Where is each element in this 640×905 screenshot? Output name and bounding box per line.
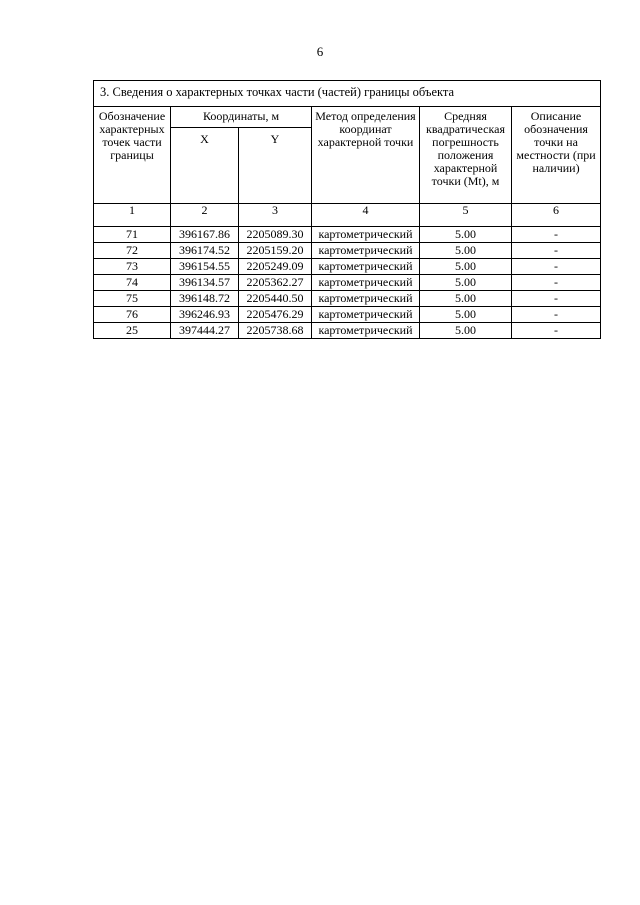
table-row <box>94 243 601 259</box>
accuracy-cell: 5.00 <box>420 275 512 291</box>
accuracy-cell: 5.00 <box>420 291 512 307</box>
x-cell: 397444.27 <box>171 323 239 339</box>
accuracy-cell: 5.00 <box>420 259 512 275</box>
description-cell: - <box>512 307 601 323</box>
table-row <box>94 275 601 291</box>
table-row <box>94 291 601 307</box>
y-cell: 2205362.27 <box>239 275 312 291</box>
point-cell: 76 <box>94 307 171 323</box>
method-cell: картометрический <box>312 291 420 307</box>
point-cell: 71 <box>94 227 171 243</box>
y-cell: 2205249.09 <box>239 259 312 275</box>
description-cell: - <box>512 291 601 307</box>
header-description: Описание обозначения точки на местности (при наличии) <box>512 107 601 204</box>
header-method: Метод определения координат характерной точки <box>312 107 420 204</box>
x-cell: 396134.57 <box>171 275 239 291</box>
y-cell: 2205476.29 <box>239 307 312 323</box>
y-cell: 2205159.20 <box>239 243 312 259</box>
header-point-designation: Обозначение характерных точек части границы <box>94 107 171 204</box>
table-row <box>94 307 601 323</box>
header-accuracy: Средняя квадратическая погрешность положения характерной точки (Mt), м <box>420 107 512 204</box>
method-cell: картометрический <box>312 227 420 243</box>
header-x: X <box>171 128 239 204</box>
method-cell: картометрический <box>312 323 420 339</box>
method-cell: картометрический <box>312 243 420 259</box>
y-cell: 2205089.30 <box>239 227 312 243</box>
accuracy-cell: 5.00 <box>420 307 512 323</box>
accuracy-cell: 5.00 <box>420 227 512 243</box>
y-cell: 2205738.68 <box>239 323 312 339</box>
description-cell: - <box>512 323 601 339</box>
section-title: 3. Сведения о характерных точках части (частей) границы объекта <box>94 81 601 107</box>
column-number: 2 <box>171 204 239 227</box>
y-cell: 2205440.50 <box>239 291 312 307</box>
method-cell: картометрический <box>312 307 420 323</box>
column-number: 3 <box>239 204 312 227</box>
point-cell: 74 <box>94 275 171 291</box>
description-cell: - <box>512 275 601 291</box>
x-cell: 396167.86 <box>171 227 239 243</box>
column-number: 4 <box>312 204 420 227</box>
column-number: 1 <box>94 204 171 227</box>
point-cell: 25 <box>94 323 171 339</box>
boundary-points-table <box>93 80 601 339</box>
accuracy-cell: 5.00 <box>420 243 512 259</box>
point-cell: 73 <box>94 259 171 275</box>
header-coordinates: Координаты, м <box>171 107 312 128</box>
page-number: 6 <box>316 44 324 59</box>
x-cell: 396154.55 <box>171 259 239 275</box>
description-cell: - <box>512 259 601 275</box>
x-cell: 396174.52 <box>171 243 239 259</box>
x-cell: 396148.72 <box>171 291 239 307</box>
point-cell: 72 <box>94 243 171 259</box>
method-cell: картометрический <box>312 259 420 275</box>
method-cell: картометрический <box>312 275 420 291</box>
column-number: 5 <box>420 204 512 227</box>
header-y: Y <box>239 128 312 204</box>
description-cell: - <box>512 227 601 243</box>
x-cell: 396246.93 <box>171 307 239 323</box>
column-number: 6 <box>512 204 601 227</box>
description-cell: - <box>512 243 601 259</box>
point-cell: 75 <box>94 291 171 307</box>
table-row <box>94 259 601 275</box>
table-row <box>94 227 601 243</box>
accuracy-cell: 5.00 <box>420 323 512 339</box>
table-row <box>94 323 601 339</box>
